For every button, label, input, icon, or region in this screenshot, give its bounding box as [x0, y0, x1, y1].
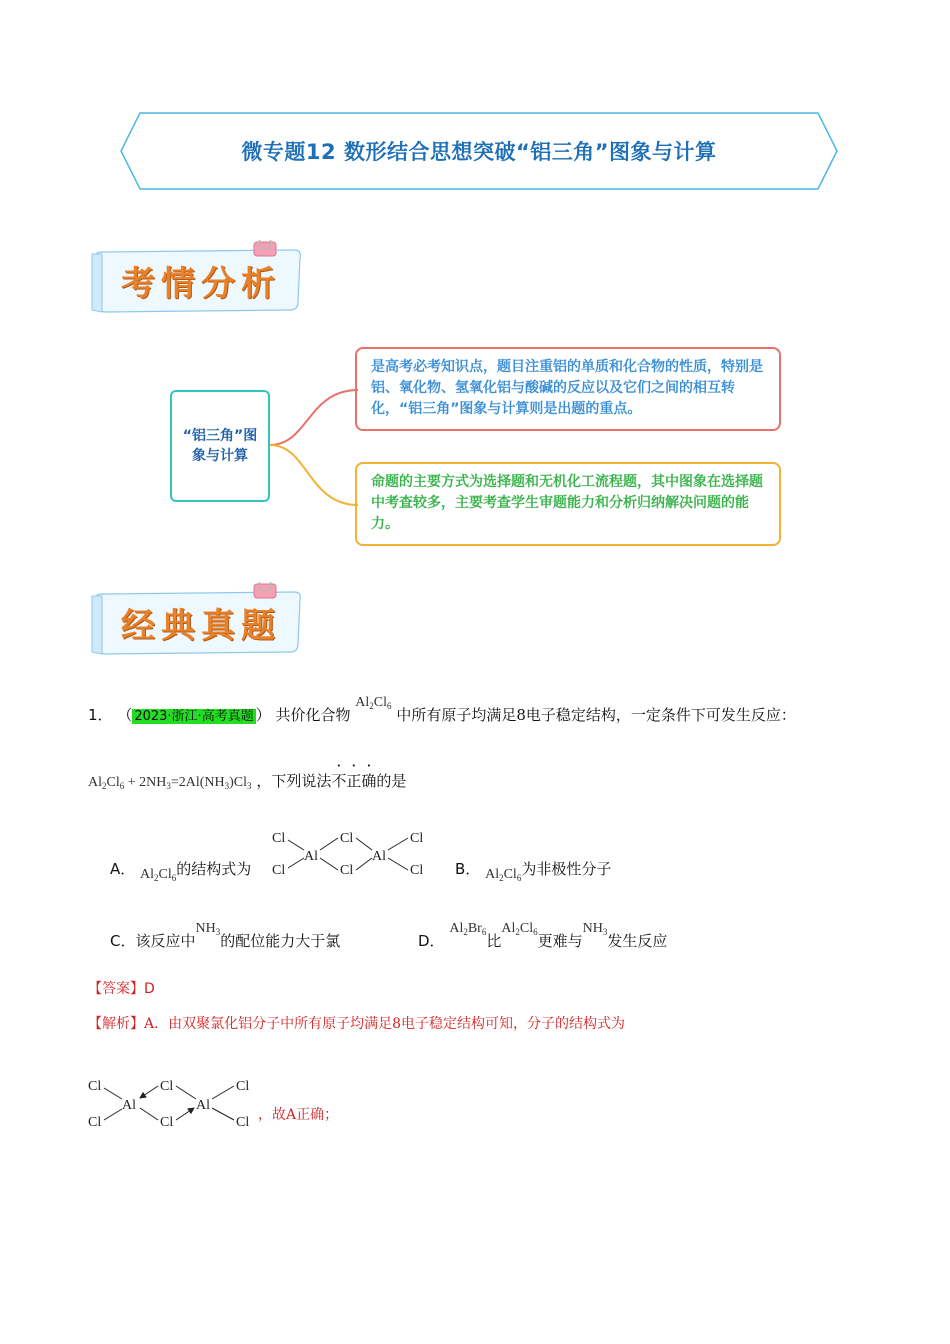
- formula-nh3: $NH_3$: [582, 921, 608, 937]
- formula-al2cl6: $Al_2Cl_6$: [501, 921, 538, 937]
- option-text: 为非极性分子: [521, 860, 612, 878]
- analysis-line: [88, 1013, 625, 1033]
- atom-cl: Cl: [340, 863, 354, 878]
- option-text: 的结构式为: [176, 860, 252, 878]
- answer-label: 【答案】: [88, 981, 144, 997]
- option-text: 该反应中: [135, 932, 196, 950]
- atom-al: Al: [122, 1098, 136, 1113]
- formula-al2cl6: $Al_2Cl_6$: [140, 867, 177, 883]
- page-title: 微专题12 数形结合思想突破“铝三角”图象与计算: [241, 140, 717, 164]
- title-banner: [120, 112, 838, 190]
- stem-text: ，下列说法: [256, 772, 332, 790]
- question-stem-line2: [88, 770, 406, 791]
- option-a[interactable]: [110, 858, 252, 883]
- al2cl6-structure-diagram: [268, 826, 438, 884]
- formula-nh3: $NH_3$: [195, 921, 221, 937]
- option-text: 发生反应: [607, 932, 668, 950]
- formula-al2br6: $Al_2Br_6$: [449, 921, 487, 937]
- option-d[interactable]: [418, 921, 668, 951]
- answer-value: D: [144, 981, 155, 997]
- section-banner-analysis: [88, 240, 306, 316]
- stem-text: 共价化合物: [275, 706, 351, 724]
- formula-al2cl6: $Al_2Cl_6$: [355, 695, 392, 711]
- atom-al: Al: [196, 1098, 210, 1113]
- atom-cl: Cl: [160, 1115, 174, 1130]
- banner-title: 考情分析: [121, 263, 281, 304]
- option-text: 的配位能力大于氯: [220, 932, 341, 950]
- al2cl6-coordinate-structure: [86, 1072, 266, 1132]
- question-number: 1．: [88, 706, 113, 724]
- atom-cl: Cl: [88, 1079, 102, 1094]
- mindmap-connectors: [268, 380, 360, 520]
- atom-cl: Cl: [340, 831, 354, 846]
- reaction-equation: $Al_2Cl_6 + 2NH_3=2Al(NH_3)Cl_3$: [88, 775, 252, 791]
- atom-cl: Cl: [410, 863, 424, 878]
- question-source-badge: 2023·浙江·高考真题: [134, 709, 254, 724]
- formula-al2cl6: $Al_2Cl_6$: [485, 867, 522, 883]
- atom-al: Al: [372, 849, 386, 864]
- mindmap-node-question-types: 命题的主要方式为选择题和无机化工流程题，其中图象在选择题中考查较多，主要考查学生审题能力和分析归纳解决问题的能力。: [355, 462, 781, 546]
- option-label: D．: [418, 932, 445, 950]
- atom-cl: Cl: [272, 831, 286, 846]
- mindmap-node-importance: 是高考必考知识点，题目注重铝的单质和化合物的性质，特别是铝、氧化物、氢氧化铝与酸碱的反应以及它们之间的相互转化，“铝三角”图象与计算则是出题的重点。: [355, 347, 781, 431]
- stem-text: 中所有原子均满足8电子稳定结构，一定条件下可发生反应：: [396, 706, 796, 724]
- atom-cl: Cl: [410, 831, 424, 846]
- section-banner-real-questions: [88, 582, 306, 658]
- atom-cl: Cl: [160, 1079, 174, 1094]
- option-label: A．: [110, 860, 136, 878]
- atom-cl: Cl: [236, 1079, 250, 1094]
- answer-line: [88, 978, 155, 998]
- option-label: C．: [110, 932, 136, 950]
- atom-cl: Cl: [236, 1115, 250, 1130]
- analysis-text: A．由双聚氯化铝分子中所有原子均满足8电子稳定结构可知，分子的结构式为: [144, 1016, 626, 1032]
- atom-al: Al: [304, 849, 318, 864]
- analysis-tail: ，故A正确；: [258, 1107, 339, 1123]
- mindmap-center-node: “铝三角”图象与计算: [170, 390, 270, 502]
- stem-text: 的是: [376, 772, 407, 790]
- option-b[interactable]: [455, 858, 612, 883]
- option-label: B．: [455, 860, 481, 878]
- atom-cl: Cl: [88, 1115, 102, 1130]
- option-c[interactable]: [110, 921, 341, 951]
- option-text: 更难与: [537, 932, 583, 950]
- atom-cl: Cl: [272, 863, 286, 878]
- emphasis-text: 不正确: [331, 772, 377, 790]
- banner-title: 经典真题: [121, 605, 281, 646]
- analysis-label: 【解析】: [88, 1016, 144, 1032]
- question-stem-line1: 1． （ 2023·浙江·高考真题 ） 共价化合物 $Al_2Cl_6$ 中所有原子均满足8电子稳定结构，一定条件下可发生反应：: [88, 695, 796, 724]
- option-text: 比: [486, 932, 502, 950]
